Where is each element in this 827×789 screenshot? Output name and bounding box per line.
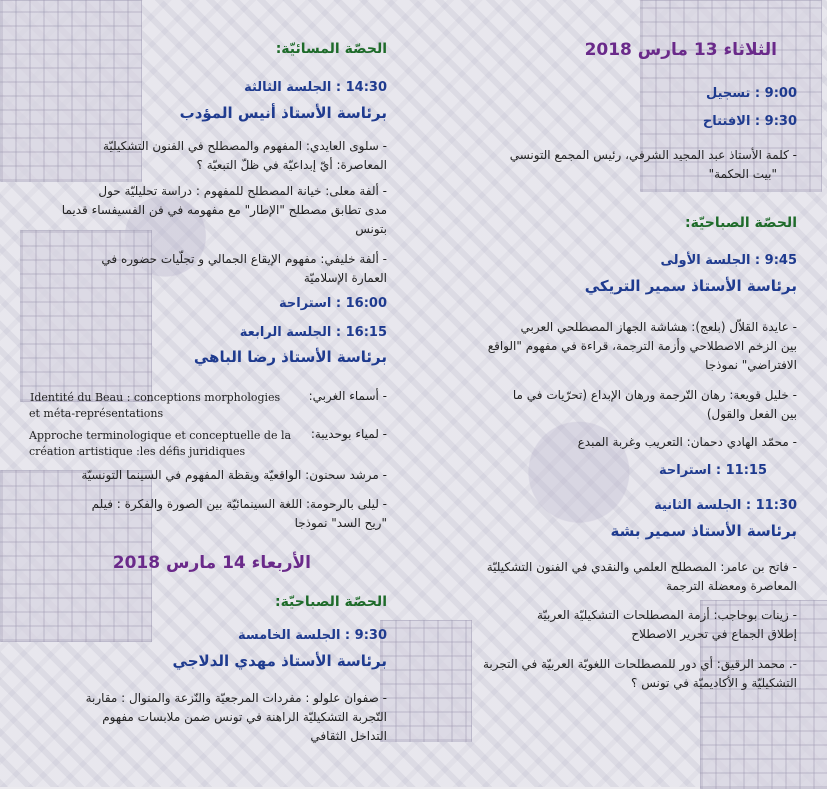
session4-talk4-line2: "ريح السد" نموذجا (294, 516, 387, 530)
session4-talk1-title-line2: et méta-représentations (29, 407, 164, 420)
session4-talk1-title-line1: Identité du Beau : conceptions morphologies (30, 391, 281, 404)
session3-talk2-line3: بتونس (355, 222, 387, 236)
session3-talk1-line2: المعاصرة: أيّ إبداعيّة في ظلّ التبعيّة ؟ (196, 158, 387, 172)
session5-talk1-line3: التداخل الثقافي (310, 729, 387, 743)
session2-talk1-line2: المعاصرة ومعضلة الترجمة (666, 579, 797, 593)
session2-talk2-line2: إطلاق الجماع في تحرير الاصطلاح (631, 627, 797, 641)
session4-talk2-speaker: - لمياء بوحديبة: (310, 427, 387, 441)
session3-time: 14:30 : الجلسة الثالثة (244, 80, 387, 95)
session4-time: 16:15 : الجلسة الرابعة (239, 325, 387, 340)
session1-talk2-line2: بين الفعل والقول) (706, 407, 797, 421)
opening-speech-line1: - كلمة الأستاذ عبد المجيد الشرفي، رئيس المجمع التونسي (509, 148, 797, 162)
session3-talk2-line2: مدى تطابق مصطلح "الإطار" مع مفهومه في فن الفسيفساء قديما (61, 203, 387, 217)
session4-talk2-title-line2: création artistique :les défis juridiques (29, 445, 246, 458)
session5-chair: برئاسة الأستاذ مهدي الدلاجي (172, 652, 387, 670)
session4-talk3: - مرشد سحنون: الواقعيّة ويقظة المفهوم في السينما التونسيّة (81, 468, 387, 482)
session4-talk1-speaker: - أسماء الغربي: (308, 389, 387, 403)
background-tile (380, 620, 472, 742)
session3-talk3-line2: العمارة الإسلاميّة (303, 271, 387, 285)
session4-talk2-title-line1: Approche terminologique et conceptuelle de la (29, 429, 292, 442)
session4-talk4-line1: - ليلى بالرحومة: اللغة السينمائيّة بين الصورة والفكرة : فيلم (91, 497, 387, 511)
session2-talk3-line1: -. محمد الرقيق: أي دور للمصطلحات اللغويّة العربيّة في التجربة (482, 657, 797, 671)
opening-speech-line2: "بيت الحكمة" (708, 167, 777, 181)
session2-chair: برئاسة الأستاذ سمير بشة (610, 522, 797, 540)
day2-morning-heading: الحصّة الصباحيّة: (274, 594, 387, 610)
session5-talk1-line1: - صفوان علولو : مفردات المرجعيّة والنّزعة والمنوال : مقاربة (85, 691, 387, 705)
session3-chair: برئاسة الأستاذ أنيس المؤدب (179, 104, 387, 122)
morning-session-heading: الحصّة الصباحيّة: (684, 215, 797, 231)
session1-talk3: - محمّد الهادي دحمان: التعريب وغربة المبدع (577, 435, 797, 449)
day1-date: الثلاثاء 13 مارس 2018 (584, 40, 777, 60)
session1-chair: برئاسة الأستاذ سمير التريكي (584, 277, 797, 295)
evening-session-heading: الحصّة المسائيّة: (275, 41, 387, 57)
session3-talk3-line1: - ألفة خليفي: مفهوم الإيقاع الجمالي و تجلّيات حضوره في (101, 252, 387, 266)
session2-talk1-line1: - فاتح بن عامر: المصطلح العلمي والنقدي في الفنون التشكيليّة (486, 560, 797, 574)
break1-time: 11:15 : استراحة (659, 463, 767, 478)
session3-talk2-line1: - ألفة معلى: خيانة المصطلح للمفهوم : دراسة تحليليّة حول (98, 184, 387, 198)
session1-talk1-line2: بين الزخم الاصطلاحي وأزمة الترجمة، قراءة في مفهوم "الواقع (487, 339, 797, 353)
session5-time: 9:30 : الجلسة الخامسة (238, 628, 387, 643)
session2-talk3-line2: التشكيليّة و الأكاديميّة في تونس ؟ (631, 676, 797, 690)
break2-time: 16:00 : استراحة (279, 296, 387, 311)
session1-talk1-line1: - عايدة القلاّل (بلعج): هشاشة الجهاز المصطلحي العربي (520, 320, 797, 334)
session1-talk1-line3: الافتراضي" نموذجا (705, 358, 797, 372)
session2-talk2-line1: - زينات بوحاجب: أزمة المصطلحات التشكيليّة العربيّة (536, 608, 797, 622)
day2-date: الأربعاء 14 مارس 2018 (112, 553, 311, 573)
session4-chair: برئاسة الأستاذ رضا الباهي (193, 348, 387, 366)
session1-time: 9:45 : الجلسة الأولى (660, 253, 797, 268)
session5-talk1-line2: التّجربة التشكيليّة الراهنة في تونس ضمن ملابسات مفهوم (102, 710, 387, 724)
session2-time: 11:30 : الجلسة الثانية (654, 498, 797, 513)
registration-time: 9:00 : تسجيل (706, 86, 797, 101)
session3-talk1-line1: - سلوى العايدي: المفهوم والمصطلح في الفنون التشكيليّة (102, 139, 387, 153)
session1-talk2-line1: - خليل قويعة: رهان التّرجمة ورهان الإبداع (تحرّيات في ما (512, 388, 797, 402)
opening-time: 9:30 : الافتتاح (702, 114, 797, 129)
